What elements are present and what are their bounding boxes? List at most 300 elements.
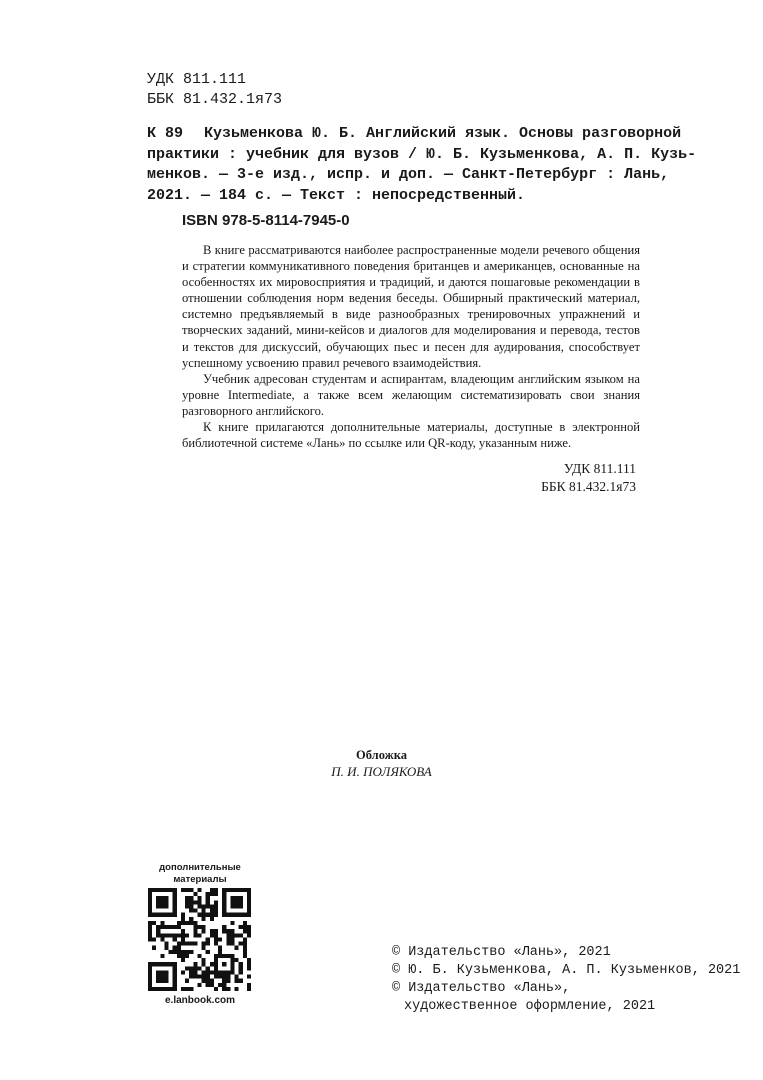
qr-module [206,975,210,979]
qr-module [239,970,243,974]
qr-module [148,921,152,925]
qr-module [189,904,193,908]
qr-module [202,929,206,933]
copyright-line: © Издательство «Лань», 2021 [392,945,611,960]
qr-module [164,933,168,937]
qr-module [189,970,193,974]
qr-module [169,933,173,937]
qr-module [218,983,222,987]
qr-module [210,917,214,921]
qr-module [152,937,156,941]
isbn: ISBN 978-5-8114-7945-0 [182,212,350,229]
qr-module [173,970,177,974]
qr-label: дополнительные материалы [159,862,241,885]
qr-module [230,954,234,958]
qr-module [243,929,247,933]
qr-module [148,987,152,991]
qr-module [173,925,177,929]
qr-module [181,970,185,974]
qr-module [185,900,189,904]
qr-module [173,950,177,954]
qr-module [156,904,160,908]
qr-module [202,942,206,946]
cover-designer-name: П. И. ПОЛЯКОВА [331,764,432,779]
qr-module [185,933,189,937]
qr-module [235,913,239,917]
qr-module [173,896,177,900]
qr-module [148,975,152,979]
qr-module [148,962,152,966]
qr-module [181,917,185,921]
bbk-code: ББК 81.432.1я73 [541,479,636,494]
qr-module [197,966,201,970]
qr-code-image [148,888,251,991]
qr-module [160,954,164,958]
qr-module [226,913,230,917]
qr-module [222,896,226,900]
qr-module [173,975,177,979]
qr-module [169,888,173,892]
qr-module [210,929,214,933]
qr-module [164,987,168,991]
qr-module [206,937,210,941]
qr-module [156,987,160,991]
qr-module [156,896,160,900]
qr-module [218,975,222,979]
qr-module [235,933,239,937]
qr-module [160,913,164,917]
qr-module [160,925,164,929]
qr-module [177,933,181,937]
qr-module [247,909,251,913]
qr-module [181,958,185,962]
qr-module [239,896,243,900]
qr-module [185,904,189,908]
biblio-text-1: Кузьменкова Ю. Б. Английский язык. Основы разговорной [204,125,682,142]
qr-module [214,970,218,974]
qr-module [230,970,234,974]
qr-module [197,925,201,929]
qr-module [197,933,201,937]
qr-module [148,925,152,929]
qr-module [247,896,251,900]
annotation [182,242,640,451]
qr-module [235,958,239,962]
qr-module [243,925,247,929]
qr-module [181,987,185,991]
qr-module [152,946,156,950]
qr-module [185,954,189,958]
qr-module [230,888,234,892]
qr-module [222,904,226,908]
qr-module [189,975,193,979]
qr-module [152,888,156,892]
qr-module [214,954,218,958]
qr-module [206,950,210,954]
qr-module [189,888,193,892]
qr-module [214,904,218,908]
qr-module [202,962,206,966]
qr-module [164,975,168,979]
qr-module [156,975,160,979]
qr-module [214,929,218,933]
qr-module [156,970,160,974]
qr-module [202,975,206,979]
qr-module [185,921,189,925]
qr-module [239,962,243,966]
qr-module [230,942,234,946]
qr-module [197,954,201,958]
qr-module [164,888,168,892]
qr-module [185,942,189,946]
qr-module [185,888,189,892]
qr-module [181,933,185,937]
qr-module [193,975,197,979]
qr-module [156,888,160,892]
qr-module [160,896,164,900]
qr-module [173,900,177,904]
qr-module [193,962,197,966]
qr-module [164,970,168,974]
qr-module [173,937,177,941]
qr-module [222,979,226,983]
qr-module [210,904,214,908]
qr-module [235,987,239,991]
qr-module [226,942,230,946]
qr-module [148,966,152,970]
qr-module [230,962,234,966]
qr-module [148,896,152,900]
bottom-classification [523,460,636,496]
qr-module [173,892,177,896]
annotation-paragraph: К книге прилагаются дополнительные материалы, доступные в электронной библиотечной системе «Лань» по ссылке или QR-коду, указанным ниже. [182,420,640,451]
biblio-line-4: 2021. — 184 с. — Текст : непосредственный. [147,186,526,204]
qr-module [206,983,210,987]
cover-credit-heading: Обложка [356,748,407,762]
copyright-line: © Издательство «Лань», [392,981,571,996]
qr-module [181,954,185,958]
qr-module [189,921,193,925]
qr-module [230,921,234,925]
qr-module [247,904,251,908]
qr-module [235,888,239,892]
qr-module [160,962,164,966]
qr-module [222,987,226,991]
qr-module [164,946,168,950]
qr-module [160,975,164,979]
qr-module [222,962,226,966]
qr-module [222,970,226,974]
qr-module [235,946,239,950]
qr-module [247,925,251,929]
qr-module [202,946,206,950]
qr-module [189,942,193,946]
qr-module [197,975,201,979]
qr-module [247,913,251,917]
qr-module [202,925,206,929]
qr-module [239,888,243,892]
qr-module [239,933,243,937]
qr-module [197,904,201,908]
qr-module [235,979,239,983]
qr-module [214,958,218,962]
qr-module [230,913,234,917]
qr-module [173,979,177,983]
qr-module [239,966,243,970]
qr-module [164,896,168,900]
qr-module [222,900,226,904]
qr-module [148,970,152,974]
qr-module [189,987,193,991]
qr-module [156,933,160,937]
qr-module [197,983,201,987]
qr-module [169,913,173,917]
qr-module [222,925,226,929]
biblio-line-1 [147,124,682,145]
qr-module [206,900,210,904]
qr-module [222,888,226,892]
qr-module [247,983,251,987]
qr-module [173,946,177,950]
qr-module [148,983,152,987]
qr-module [160,937,164,941]
qr-module [210,983,214,987]
qr-module [156,913,160,917]
qr-module [247,929,251,933]
qr-module [243,942,247,946]
author-mark: К 89 [147,125,184,142]
qr-module [239,900,243,904]
qr-module [206,966,210,970]
qr-module [160,921,164,925]
qr-module [193,925,197,929]
qr-module [189,917,193,921]
qr-module [202,909,206,913]
qr-module [189,909,193,913]
qr-module [177,954,181,958]
qr-module [210,892,214,896]
qr-url[interactable]: e.lanbook.com [164,995,235,1006]
qr-module [226,933,230,937]
qr-module [214,913,218,917]
qr-module [218,970,222,974]
qr-module [177,950,181,954]
qr-module [222,909,226,913]
top-classification [147,70,282,110]
qr-module [222,929,226,933]
qr-module [214,966,218,970]
udk-code: УДК 811.111 [563,461,636,476]
qr-module [197,896,201,900]
qr-module [189,966,193,970]
qr-module [202,913,206,917]
qr-module [202,904,206,908]
qr-module [214,933,218,937]
biblio-line-2: практики : учебник для вузов / Ю. Б. Кузьменкова, А. П. Кузь- [147,145,697,163]
qr-module [189,896,193,900]
annotation-paragraph: В книге рассматриваются наиболее распространенные модели речевого общения и стратегии коммуникативного поведения британцев и американцев, основанные на особенностях их мировосприятия и традиций, и даются пошаговые рекомендации в отношении соблюдения норм ведения беседы. Обширный практический материал, системно предъявляемый в виде разнообразных тренировочных упражнений и творческих заданий, мини-кейсов и диалогов для моделирования и перевода, тестов и текстов для дискуссий, обучающих пьес и песен для аудирования, способствует успешному усвоению правил речевого взаимодействия. [182,243,640,370]
qr-module [169,962,173,966]
qr-module [181,921,185,925]
qr-module [164,942,168,946]
qr-module [218,950,222,954]
qr-module [148,888,152,892]
qr-module [152,987,156,991]
qr-module [206,979,210,983]
qr-module [193,942,197,946]
qr-module [226,937,230,941]
qr-module [210,970,214,974]
qr-module [156,929,160,933]
qr-module [173,904,177,908]
qr-module [169,950,173,954]
qr-module [202,970,206,974]
qr-module [243,950,247,954]
qr-module [243,921,247,925]
qr-module [164,979,168,983]
copyright-continuation: художественное оформление, 2021 [404,999,656,1014]
qr-module [185,979,189,983]
qr-module [210,962,214,966]
bbk-code: ББК 81.432.1я73 [147,91,283,108]
qr-module [148,979,152,983]
qr-module [173,983,177,987]
qr-module [193,929,197,933]
qr-module [197,888,201,892]
qr-module [222,892,226,896]
qr-module [230,896,234,900]
qr-module [169,987,173,991]
qr-module [214,937,218,941]
qr-module [181,913,185,917]
qr-module [164,962,168,966]
qr-module [173,888,177,892]
qr-module [148,909,152,913]
qr-module [164,900,168,904]
qr-module [193,933,197,937]
qr-module [185,987,189,991]
qr-module [210,979,214,983]
qr-module [226,970,230,974]
qr-module [181,937,185,941]
qr-code-icon[interactable] [148,888,251,991]
qr-module [239,925,243,929]
qr-module [148,892,152,896]
qr-module [222,913,226,917]
qr-module [193,966,197,970]
qr-module [247,933,251,937]
qr-module [164,904,168,908]
qr-module [247,900,251,904]
biblio-line-3: менков. — 3-е изд., испр. и доп. — Санкт-Петербург : Лань, [147,166,670,183]
qr-module [214,942,218,946]
qr-module [193,909,197,913]
qr-module [247,966,251,970]
qr-module [247,892,251,896]
qr-module [230,958,234,962]
qr-module [222,975,226,979]
qr-module [206,896,210,900]
qr-module [181,888,185,892]
qr-module [214,888,218,892]
qr-module [202,979,206,983]
qr-module [206,913,210,917]
qr-module [206,970,210,974]
qr-module [160,933,164,937]
qr-module [156,979,160,983]
qr-module [243,954,247,958]
qr-module [193,970,197,974]
qr-module [214,962,218,966]
qr-module [218,946,222,950]
copyright-block [392,944,741,1016]
qr-module [230,933,234,937]
qr-module [247,958,251,962]
qr-module [148,937,152,941]
bibliographic-record [147,124,697,206]
qr-module [193,921,197,925]
qr-module [210,933,214,937]
qr-module [177,925,181,929]
qr-module [239,913,243,917]
qr-module [148,904,152,908]
qr-module [243,946,247,950]
qr-module [185,966,189,970]
qr-module [173,987,177,991]
qr-module [222,954,226,958]
qr-module [160,888,164,892]
qr-module [243,937,247,941]
qr-module [210,909,214,913]
qr-module [148,913,152,917]
qr-module [214,987,218,991]
qr-module [243,888,247,892]
qr-module [160,900,164,904]
qr-module [214,909,218,913]
qr-module [169,925,173,929]
qr-module [193,900,197,904]
qr-module [152,962,156,966]
qr-module [210,913,214,917]
qr-module [173,913,177,917]
qr-module [160,904,164,908]
qr-module [148,933,152,937]
qr-module [247,888,251,892]
copyright-line: © Ю. Б. Кузьменкова, А. П. Кузьменков, 2021 [392,963,741,978]
qr-module [214,975,218,979]
qr-module [156,962,160,966]
qr-module [210,888,214,892]
qr-module [189,900,193,904]
qr-module [230,904,234,908]
qr-module [247,975,251,979]
qr-module [164,925,168,929]
qr-module [177,942,181,946]
qr-module [202,917,206,921]
qr-module [222,983,226,987]
qr-module [197,900,201,904]
qr-module [226,954,230,958]
qr-module [152,921,156,925]
qr-module [218,954,222,958]
qr-module [181,950,185,954]
qr-module [202,958,206,962]
qr-module [173,933,177,937]
qr-module [247,987,251,991]
qr-module [160,970,164,974]
qr-module [185,950,189,954]
qr-module [181,942,185,946]
